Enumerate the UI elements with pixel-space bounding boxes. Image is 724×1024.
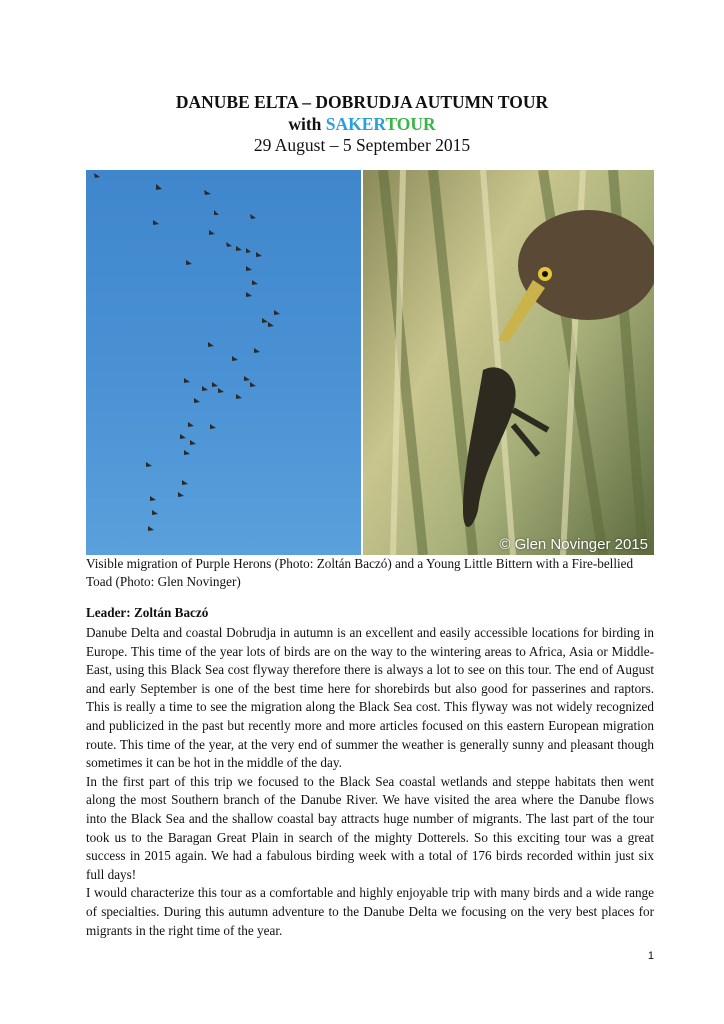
paragraph: Danube Delta and coastal Dobrudja in autumn is an excellent and easily accessible locations for birding in Europe. This time of the year lots of birds are on the way to the wintering areas to Africa, Asia or Middle-East, using this Black Sea cost flyway therefore there is always a lot to see on this tour. The end of August and early September is one of the best time here for shorebirds but also good for passerines and raptors. This is really a time to see the migration along the Black Sea cost. This flyway was not widely recognized and publicized in the past but recently more and more articles focused on this eastern European migration route. This time of the year, at the very end of summer the weather is generally sunny and pleasant though sometimes it can be hot in the middle of the day. [86, 625, 654, 771]
tour-dates: 29 August – 5 September 2015 [253, 135, 471, 155]
with-text: with [288, 114, 326, 134]
bittern-illustration [363, 170, 654, 555]
tour-description [86, 624, 654, 940]
document-title: DANUBE ELTA – DOBRUDJA AUTUMN TOUR [175, 92, 549, 112]
document-subtitle [0, 113, 724, 135]
tour-leader: Leader: Zoltán Baczó [86, 605, 209, 620]
photo-credit-watermark: © Glen Novinger 2015 [499, 536, 648, 553]
heron-flock-illustration [86, 170, 361, 555]
photo-purple-herons [86, 170, 361, 555]
photo-little-bittern [363, 170, 654, 555]
page-number: 1 [647, 950, 654, 962]
paragraph: In the first part of this trip we focused to the Black Sea coastal wetlands and steppe habitats then went along the most Southern branch of the Danube River. We have visited the area where the Danube flows into the Black Sea and the shallow coastal bay attracts huge number of migrants. The last part of the tour took us to the Baragan Great Plain in search of the mighty Dotterels. So this exciting tour was a great success in 2015 again. We had a fabulous birding week with a total of 176 birds recorded within just six full days! [86, 773, 654, 882]
brand-tour: TOUR [385, 114, 436, 134]
paragraph: I would characterize this tour as a comfortable and highly enjoyable trip with many birds and a wide range of specialties. During this autumn adventure to the Danube Delta we focusing on the very best places for migrants in the right time of the year. [86, 885, 654, 938]
photo-caption: Visible migration of Purple Herons (Photo: Zoltán Baczó) and a Young Little Bittern with a Fire-bellied Toad (Photo: Glen Novinger) [86, 556, 634, 589]
brand-saker: SAKER [325, 114, 386, 134]
